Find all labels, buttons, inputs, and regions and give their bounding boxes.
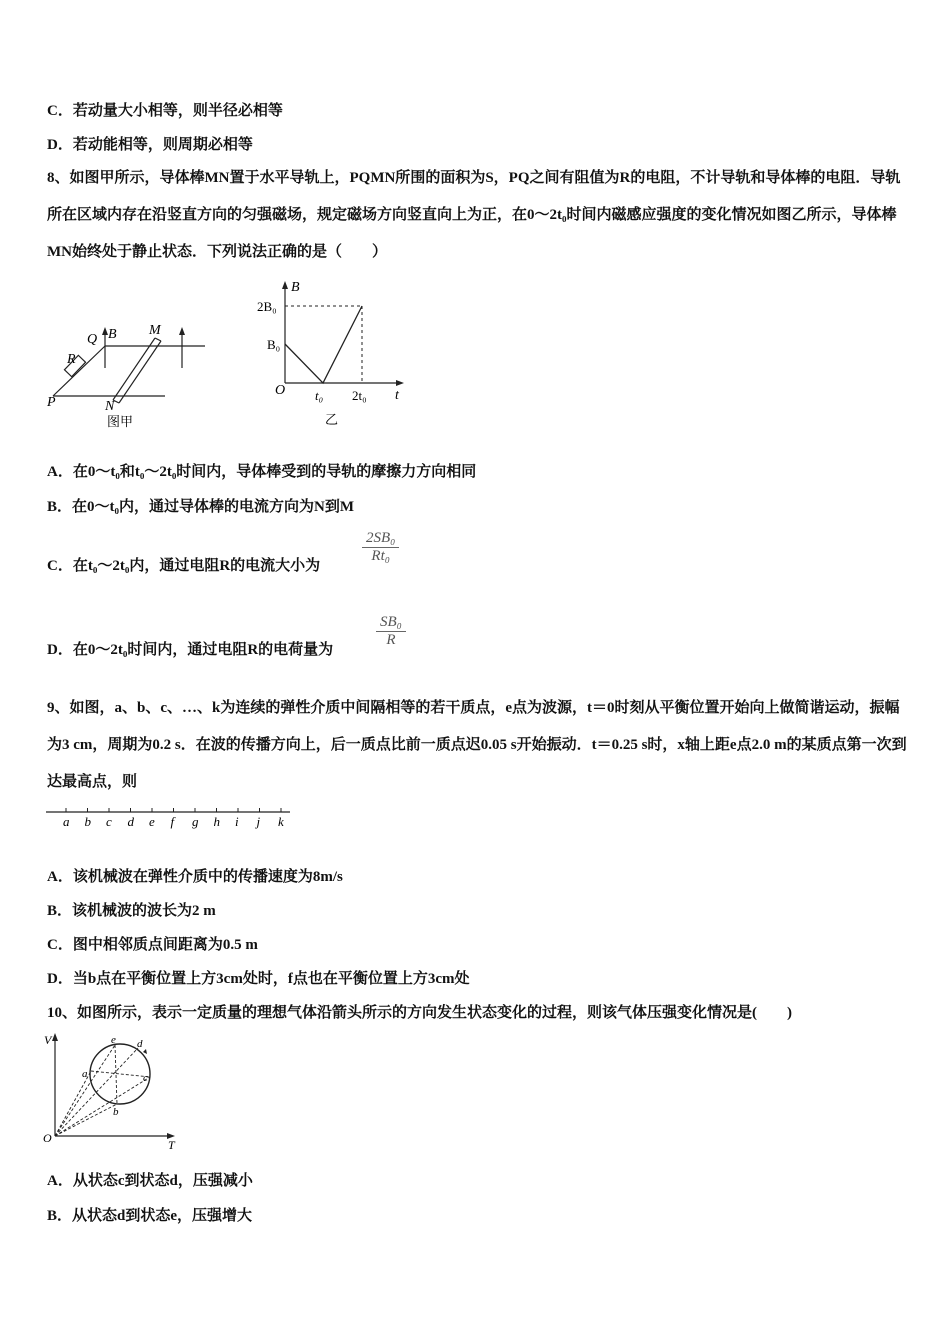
caption-yi: 乙	[325, 413, 339, 428]
prev-option-c: C．若动量大小相等，则半径必相等	[47, 103, 283, 119]
label-o: O	[43, 1131, 52, 1145]
particle-label-b: b	[84, 814, 91, 829]
caption-jia: 图甲	[107, 415, 134, 430]
frac-c-denominator: Rt₀	[371, 548, 390, 564]
label-t-axis: t	[395, 388, 399, 403]
particle-label-j: j	[256, 814, 261, 829]
particle-label-a: a	[63, 814, 70, 829]
state-cycle	[90, 1044, 150, 1104]
label-2t0: 2t₀	[352, 388, 367, 403]
label-b-axis: B	[291, 280, 300, 295]
prev-option-d: D．若动能相等，则周期必相等	[47, 137, 253, 153]
particle-label-i: i	[235, 814, 239, 829]
frac-d-denominator: R	[386, 632, 396, 648]
label-t: T	[168, 1138, 175, 1152]
q8-stem: 8、如图甲所示，导体棒MN置于水平导轨上，PQMN所围的面积为S，PQ之间有阻值为R的电阻，不计导轨和导体棒的电阻．导轨所在区域内存在沿竖直方向的匀强磁场，规定磁场方向竖直向上为正，在0～2t₀时间内磁感应强度的变化情况如图乙所示，导体棒MN始终处于静止状态．下列说法正确的是（ ）	[47, 170, 901, 260]
q8-option-c: C．在t₀～2t₀内，通过电阻R的电流大小为	[47, 558, 321, 574]
q9-option-c: C．图中相邻质点间距离为0.5 m	[47, 937, 258, 953]
particle-label-k: k	[278, 814, 284, 829]
q8-option-c-fraction	[362, 530, 399, 565]
label-t0: t₀	[315, 388, 324, 403]
particle-label-h: h	[213, 814, 220, 829]
q10-vt-figure	[40, 1030, 185, 1152]
label-c: c	[143, 1072, 148, 1084]
label-a: a	[82, 1068, 88, 1080]
particle-label-f: f	[170, 814, 175, 829]
frac-c-numerator: 2SB₀	[362, 530, 399, 548]
q8-option-a: A．在0～t₀和t₀～2t₀时间内，导体棒受到的导轨的摩擦力方向相同	[47, 464, 477, 480]
particle-label-e: e	[149, 814, 155, 829]
label-e: e	[111, 1034, 116, 1046]
q10-option-a: A．从状态c到状态d，压强减小	[47, 1173, 253, 1189]
label-p: P	[47, 395, 56, 410]
b-t-graph	[285, 306, 362, 383]
label-2b0: 2B₀	[257, 299, 277, 314]
label-b0: B₀	[267, 337, 281, 352]
particle-label-c: c	[106, 814, 112, 829]
particle-label-g: g	[192, 814, 199, 829]
rail-pq	[53, 346, 105, 396]
label-b: B	[108, 327, 117, 342]
q9-particle-line	[44, 805, 294, 831]
label-n: N	[105, 399, 115, 414]
q9-option-d: D．当b点在平衡位置上方3cm处时，f点也在平衡位置上方3cm处	[47, 971, 470, 987]
q9-option-a: A．该机械波在弹性介质中的传播速度为8m/s	[47, 869, 343, 885]
q8-option-b: B．在0～t₀内，通过导体棒的电流方向为N到M	[47, 499, 354, 515]
q8-option-d: D．在0～2t₀时间内，通过电阻R的电荷量为	[47, 642, 334, 658]
rod-mn-b	[119, 341, 161, 403]
label-o: O	[275, 383, 286, 398]
label-r: R	[67, 352, 76, 367]
q9-option-b: B．该机械波的波长为2 m	[47, 903, 216, 919]
q8-option-d-fraction	[376, 614, 406, 649]
label-q: Q	[87, 332, 98, 347]
q9-stem: 9、如图，a、b、c、…、k为连续的弹性介质中间隔相等的若干质点，e点为波源，t＝0时刻从平衡位置开始向上做简谐运动，振幅为3 cm，周期为0.2 s．在波的传播方向上，后一质点比前一质点迟0.05 s开始振动．t＝0.25 s时，x轴上距e点2.0 m的某质点第一次到达最高点，则	[47, 700, 907, 790]
q8-figure-jia	[45, 318, 220, 433]
label-d: d	[137, 1038, 143, 1050]
q8-figure-yi	[255, 278, 415, 433]
q10-option-b: B．从状态d到状态e，压强增大	[47, 1208, 253, 1224]
label-b: b	[113, 1106, 119, 1118]
frac-d-numerator: SB₀	[376, 614, 406, 632]
label-v: V	[44, 1033, 52, 1047]
q10-stem: 10、如图所示，表示一定质量的理想气体沿箭头所示的方向发生状态变化的过程，则该气体压强变化情况是( )	[47, 1005, 792, 1021]
rod-mn-a	[113, 338, 155, 400]
label-m: M	[149, 323, 161, 338]
particle-label-d: d	[127, 814, 134, 829]
